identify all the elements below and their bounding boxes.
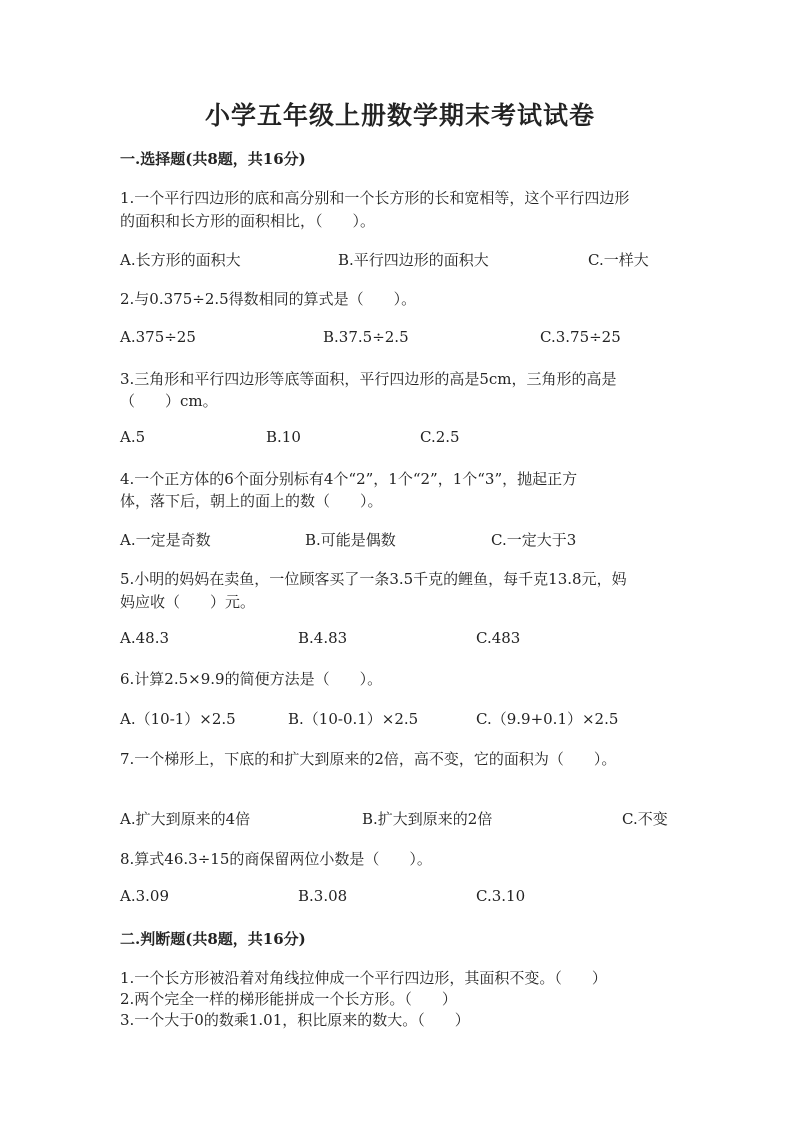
question-3-option-c: C.2.5 — [420, 428, 460, 446]
question-6-line-1: 6.计算2.5×9.9的简便方法是（ ）。 — [120, 670, 383, 688]
question-5-option-a: A.48.3 — [120, 629, 169, 647]
question-8-option-a: A.3.09 — [120, 887, 169, 905]
section-heading-choice: 一.选择题(共8题，共16分) — [120, 150, 306, 168]
question-2-option-a: A.375÷25 — [120, 328, 196, 346]
judgment-item-2: 2.两个完全一样的梯形能拼成一个长方形。（ ） — [120, 990, 457, 1008]
question-8-line-1: 8.算式46.3÷15的商保留两位小数是（ ）。 — [120, 850, 432, 868]
question-4-line-2: 体，落下后，朝上的面上的数（ ）。 — [120, 492, 383, 510]
question-6-option-a: A.（10-1）×2.5 — [120, 710, 236, 728]
question-2-option-b: B.37.5÷2.5 — [323, 328, 409, 346]
question-2-line-1: 2.与0.375÷2.5得数相同的算式是（ ）。 — [120, 290, 417, 308]
question-3-option-b: B.10 — [266, 428, 301, 446]
section-heading-judgment: 二.判断题(共8题，共16分) — [120, 930, 306, 948]
question-3-line-2: （ ）cm。 — [120, 392, 218, 410]
question-5-line-1: 5.小明的妈妈在卖鱼，一位顾客买了一条3.5千克的鲤鱼，每千克13.8元，妈 — [120, 570, 627, 588]
question-6-option-c: C.（9.9+0.1）×2.5 — [476, 710, 619, 728]
question-4-option-a: A.一定是奇数 — [120, 531, 211, 549]
page-title: 小学五年级上册数学期末考试试卷 — [204, 101, 595, 130]
question-7-option-a: A.扩大到原来的4倍 — [120, 810, 251, 828]
question-1-line-1: 1.一个平行四边形的底和高分别和一个长方形的长和宽相等，这个平行四边形 — [120, 189, 630, 207]
question-8-option-b: B.3.08 — [298, 887, 348, 905]
question-3-option-a: A.5 — [120, 428, 146, 446]
question-8-option-c: C.3.10 — [476, 887, 526, 905]
question-2-option-c: C.3.75÷25 — [540, 328, 621, 346]
question-3-line-1: 3.三角形和平行四边形等底等面积，平行四边形的高是5cm，三角形的高是 — [120, 370, 617, 388]
question-1-option-b: B.平行四边形的面积大 — [338, 251, 489, 269]
question-1-option-c: C.一样大 — [588, 251, 649, 269]
question-4-line-1: 4.一个正方体的6个面分别标有4个“2”，1个“2”，1个“3”，抛起正方 — [120, 470, 578, 488]
question-4-option-b: B.可能是偶数 — [305, 531, 396, 549]
question-4-option-c: C.一定大于3 — [491, 531, 577, 549]
question-5-option-b: B.4.83 — [298, 629, 348, 647]
question-1-option-a: A.长方形的面积大 — [120, 251, 241, 269]
question-7-option-c: C.不变 — [622, 810, 668, 828]
question-1-line-2: 的面积和长方形的面积相比，（ ）。 — [120, 212, 376, 230]
question-6-option-b: B.（10-0.1）×2.5 — [288, 710, 419, 728]
question-5-line-2: 妈应收（ ）元。 — [120, 593, 256, 611]
judgment-item-3: 3.一个大于0的数乘1.01，积比原来的数大。（ ） — [120, 1011, 470, 1029]
question-7-line-1: 7.一个梯形上，下底的和扩大到原来的2倍，高不变，它的面积为（ ）。 — [120, 750, 617, 768]
question-7-option-b: B.扩大到原来的2倍 — [362, 810, 493, 828]
judgment-item-1: 1.一个长方形被沿着对角线拉伸成一个平行四边形，其面积不变。（ ） — [120, 969, 607, 987]
question-5-option-c: C.483 — [476, 629, 521, 647]
